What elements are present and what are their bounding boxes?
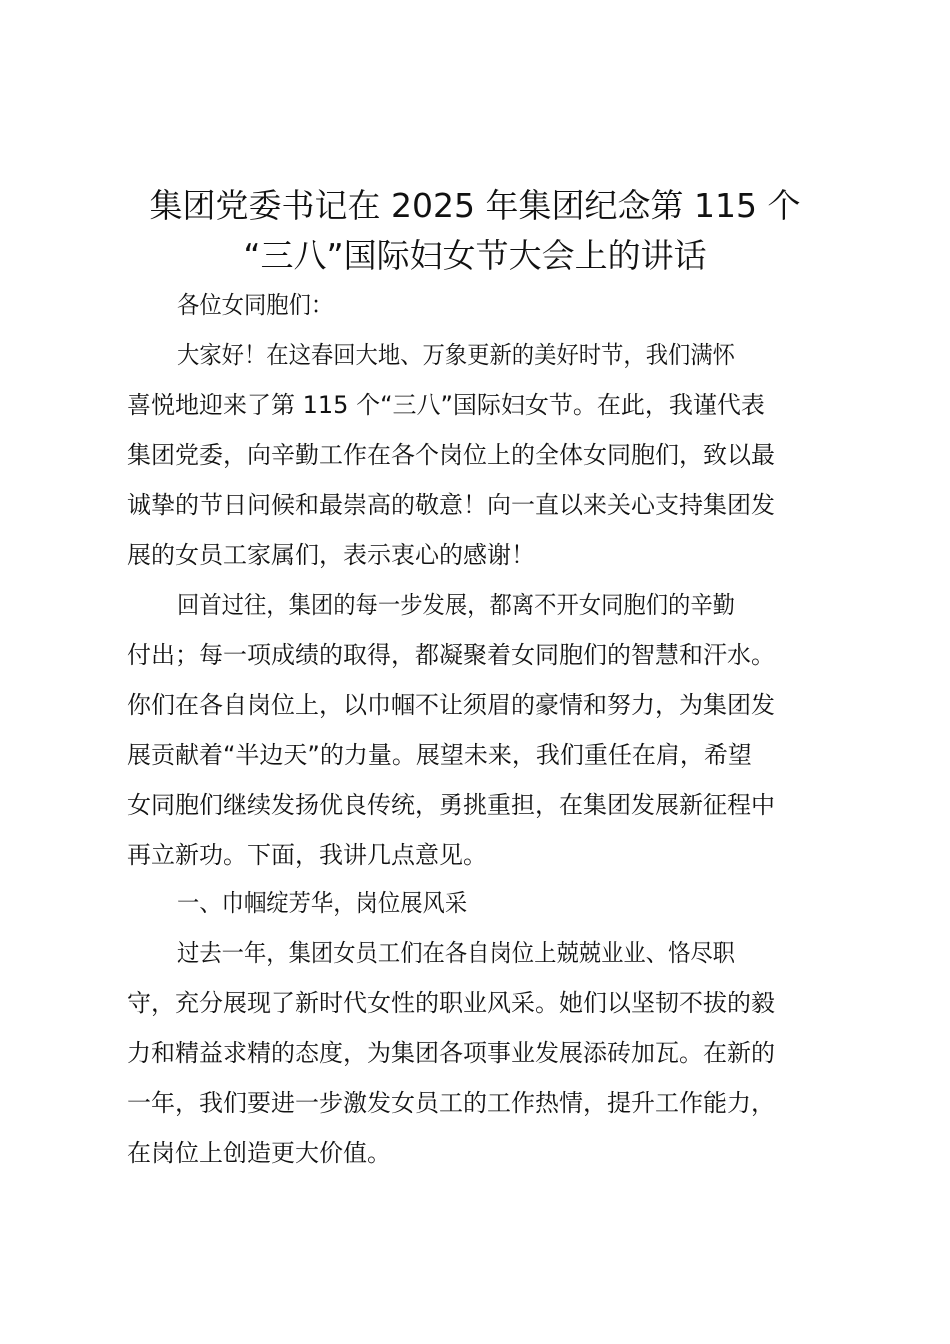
paragraph-line: 一年，我们要进一步激发女员工的工作热情，提升工作能力，: [127, 1089, 775, 1117]
paragraph-line: 诚挚的节日问候和最崇高的敬意！向一直以来关心支持集团发: [127, 491, 775, 519]
paragraph-line: 付出；每一项成绩的取得，都凝聚着女同胞们的智慧和汗水。: [127, 641, 775, 669]
paragraph-line: 展的女员工家属们，表示衷心的感谢！: [127, 541, 535, 569]
paragraph-line: 大家好！在这春回大地、万象更新的美好时节，我们满怀: [177, 341, 735, 369]
paragraph-line: 在岗位上创造更大价值。: [127, 1139, 391, 1167]
paragraph-line: 过去一年，集团女员工们在各自岗位上兢兢业业、恪尽职: [177, 939, 735, 967]
paragraph-line: 你们在各自岗位上，以巾帼不让须眉的豪情和努力，为集团发: [127, 691, 775, 719]
paragraph-line: 守，充分展现了新时代女性的职业风采。她们以坚韧不拔的毅: [127, 989, 775, 1017]
section-heading: 一、巾帼绽芳华，岗位展风采: [177, 889, 468, 917]
paragraph-line: 女同胞们继续发扬优良传统，勇挑重担，在集团发展新征程中: [127, 791, 775, 819]
paragraph-line: 回首过往，集团的每一步发展，都离不开女同胞们的辛勤: [177, 591, 735, 619]
paragraph-line: 再立新功。下面，我讲几点意见。: [127, 841, 487, 869]
document-title-line-2: “三八”国际妇女节大会上的讲话: [243, 236, 707, 275]
document-title-line-1: 集团党委书记在 2025 年集团纪念第 115 个: [149, 186, 801, 225]
paragraph-line: 集团党委，向辛勤工作在各个岗位上的全体女同胞们，致以最: [127, 441, 775, 469]
paragraph-line: 展贡献着“半边天”的力量。展望未来，我们重任在肩，希望: [127, 741, 752, 769]
salutation: 各位女同胞们：: [177, 291, 334, 319]
paragraph-line: 力和精益求精的态度，为集团各项事业发展添砖加瓦。在新的: [127, 1039, 775, 1067]
paragraph-line: 喜悦地迎来了第 115 个“三八”国际妇女节。在此，我谨代表: [127, 391, 765, 419]
